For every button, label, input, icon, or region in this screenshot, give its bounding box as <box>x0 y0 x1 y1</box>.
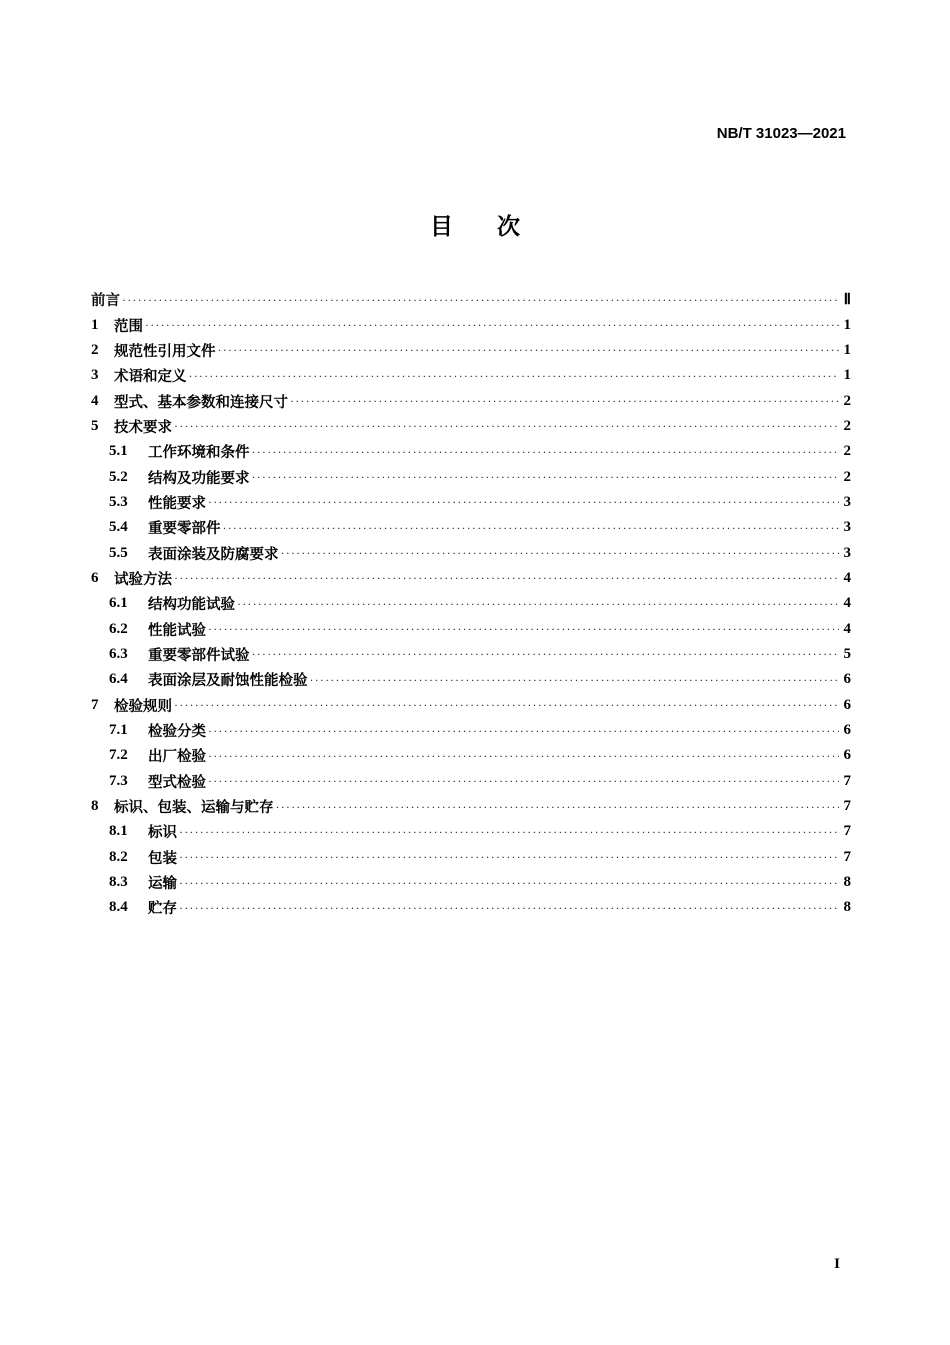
toc-entry[interactable] <box>91 845 851 870</box>
dot-leader <box>223 522 840 534</box>
toc-entry-page: 3 <box>843 493 851 510</box>
toc-entry-label: 包装 <box>148 850 177 867</box>
toc-entry[interactable] <box>91 540 851 565</box>
toc-entry-page: 8 <box>843 899 851 916</box>
toc-entry[interactable] <box>91 566 851 591</box>
toc-entry-label: 术语和定义 <box>114 369 187 386</box>
toc-entry-label: 检验分类 <box>148 724 206 741</box>
toc-entry-page: 8 <box>843 874 851 891</box>
toc-entry-number: 8 <box>91 798 99 815</box>
toc-entry-page: 3 <box>843 544 851 561</box>
toc-entry-label: 表面涂装及防腐要求 <box>148 546 279 563</box>
toc-entry-page: 4 <box>843 595 851 612</box>
toc-entry[interactable] <box>91 591 851 616</box>
toc-entry-label: 出厂检验 <box>148 749 206 766</box>
toc-entry-label: 贮存 <box>148 901 177 918</box>
toc-entry[interactable] <box>91 819 851 844</box>
dot-leader <box>179 877 839 889</box>
toc-entry-page: 1 <box>843 316 851 333</box>
toc-entry-number: 5.2 <box>109 468 128 485</box>
toc-entry-number: 6.3 <box>109 645 128 662</box>
dot-leader <box>290 395 839 407</box>
toc-entry-label: 重要零部件 <box>148 521 221 538</box>
toc-entry-number: 8.1 <box>109 823 128 840</box>
dot-leader <box>218 344 840 356</box>
toc-entry-label: 规范性引用文件 <box>114 343 216 360</box>
toc-entry[interactable] <box>91 464 851 489</box>
dot-leader <box>208 775 839 787</box>
toc-entry-page: 2 <box>843 392 851 409</box>
toc-entry-page: 1 <box>843 341 851 358</box>
dot-leader <box>237 598 839 610</box>
toc-entry-label: 标识 <box>148 825 177 842</box>
toc-entry[interactable] <box>91 338 851 363</box>
toc-entry-page: 4 <box>843 620 851 637</box>
toc-entry-number: 5 <box>91 417 99 434</box>
toc-entry-label: 试验方法 <box>114 571 172 588</box>
dot-leader <box>208 725 839 737</box>
toc-entry-page: 6 <box>843 696 851 713</box>
dot-leader <box>252 471 840 483</box>
dot-leader <box>145 319 839 331</box>
toc-entry[interactable] <box>91 667 851 692</box>
toc-entry-label: 工作环境和条件 <box>148 445 250 462</box>
toc-entry-page: 6 <box>843 722 851 739</box>
toc-entry-page: 6 <box>843 671 851 688</box>
toc-entry[interactable] <box>91 642 851 667</box>
dot-leader <box>276 801 840 813</box>
dot-leader <box>208 623 839 635</box>
toc-entry[interactable] <box>91 490 851 515</box>
toc-entry-page: 7 <box>843 823 851 840</box>
dot-leader <box>179 902 839 914</box>
toc-entry[interactable] <box>91 312 851 337</box>
dot-leader <box>252 648 840 660</box>
toc-entry[interactable] <box>91 743 851 768</box>
toc-entry-number: 7.3 <box>109 772 128 789</box>
dot-leader <box>179 826 839 838</box>
toc-entry-number: 6.2 <box>109 620 128 637</box>
toc-entry-number: 7.2 <box>109 747 128 764</box>
toc-entry-number: 7 <box>91 696 99 713</box>
toc-entry-page: 4 <box>843 569 851 586</box>
standard-number: NB/T 31023—2021 <box>716 125 846 142</box>
toc-entry-label: 范围 <box>114 318 143 335</box>
toc-entry-label: 重要零部件试验 <box>148 647 250 664</box>
toc-entry-page: 2 <box>843 468 851 485</box>
toc-entry-page: 2 <box>843 443 851 460</box>
toc-entry-number: 4 <box>91 392 99 409</box>
toc-entry-page: 7 <box>843 848 851 865</box>
dot-leader <box>174 572 839 584</box>
dot-leader <box>189 370 840 382</box>
toc-entry-label: 性能试验 <box>148 622 206 639</box>
dot-leader <box>174 420 839 432</box>
toc-entry-page: 7 <box>843 798 851 815</box>
toc-entry[interactable] <box>91 794 851 819</box>
toc-entry-number: 5.1 <box>109 443 128 460</box>
toc-entry[interactable] <box>91 439 851 464</box>
toc-entry-label: 标识、包装、运输与贮存 <box>114 800 274 817</box>
toc-entry[interactable] <box>91 870 851 895</box>
toc-entry-page: 5 <box>843 645 851 662</box>
toc-entry[interactable] <box>91 616 851 641</box>
toc-entry[interactable] <box>91 769 851 794</box>
toc-entry-number: 1 <box>91 316 99 333</box>
toc-entry-label: 表面涂层及耐蚀性能检验 <box>148 673 308 690</box>
toc-entry[interactable] <box>91 693 851 718</box>
toc-entry[interactable] <box>91 515 851 540</box>
dot-leader <box>174 699 839 711</box>
page-folio: I <box>834 1256 840 1272</box>
toc-entry-label: 型式、基本参数和连接尺寸 <box>114 394 288 411</box>
dot-leader <box>179 851 839 863</box>
toc-entry-number: 8.2 <box>109 848 128 865</box>
dot-leader <box>310 674 840 686</box>
toc-entry-page: 2 <box>843 417 851 434</box>
toc-entry-number: 5.3 <box>109 493 128 510</box>
toc-entry-page: 6 <box>843 747 851 764</box>
toc-entry-label: 结构功能试验 <box>148 597 235 614</box>
toc-entry-number: 6.4 <box>109 671 128 688</box>
toc-entry[interactable] <box>91 895 851 920</box>
table-of-contents <box>91 287 851 921</box>
dot-leader <box>208 496 839 508</box>
toc-entry-label: 型式检验 <box>148 774 206 791</box>
toc-entry-number: 8.3 <box>109 874 128 891</box>
toc-entry-number: 5.4 <box>109 519 128 536</box>
toc-entry-page: 7 <box>843 772 851 789</box>
toc-entry[interactable] <box>91 287 851 312</box>
dot-leader <box>122 294 839 306</box>
toc-entry[interactable] <box>91 718 851 743</box>
toc-entry-number: 3 <box>91 367 99 384</box>
toc-entry-page: 3 <box>843 519 851 536</box>
toc-entry-number: 5.5 <box>109 544 128 561</box>
toc-entry[interactable] <box>91 388 851 413</box>
toc-entry-number: 7.1 <box>109 722 128 739</box>
toc-entry-number: 2 <box>91 341 99 358</box>
toc-entry-page: 1 <box>843 367 851 384</box>
toc-entry[interactable] <box>91 363 851 388</box>
dot-leader <box>281 547 840 559</box>
toc-entry-label: 运输 <box>148 876 177 893</box>
toc-entry-number: 6 <box>91 569 99 586</box>
dot-leader <box>208 750 839 762</box>
toc-entry-label: 性能要求 <box>148 495 206 512</box>
toc-entry-label: 结构及功能要求 <box>148 470 250 487</box>
toc-entry[interactable] <box>91 414 851 439</box>
toc-entry-number: 8.4 <box>109 899 128 916</box>
toc-entry-label: 前言 <box>91 293 120 310</box>
toc-entry-label: 技术要求 <box>114 419 172 436</box>
toc-entry-page: Ⅱ <box>843 292 851 309</box>
toc-entry-label: 检验规则 <box>114 698 172 715</box>
toc-entry-number: 6.1 <box>109 595 128 612</box>
dot-leader <box>252 446 840 458</box>
page-title: 目次 <box>430 214 564 240</box>
